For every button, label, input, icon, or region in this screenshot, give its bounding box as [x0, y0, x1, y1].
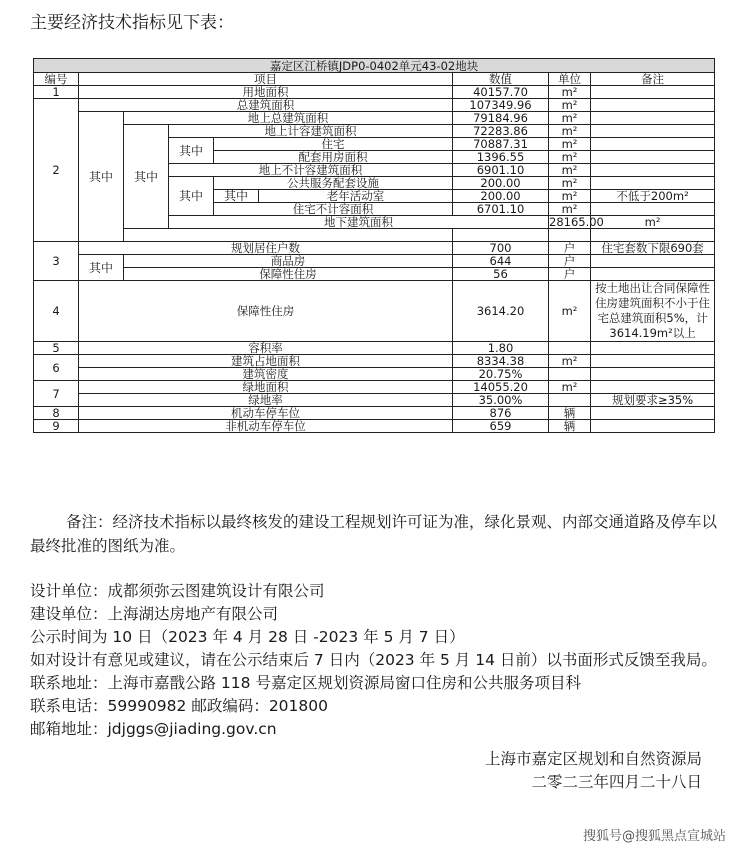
row-item: 老年活动室 [259, 190, 453, 203]
contact-phone: 联系电话：59990982 邮政编码：201800 [30, 697, 328, 715]
row-remark [591, 177, 715, 190]
remark-note-text: 备注：经济技术指标以最终核发的建设工程规划许可证为准，绿化景观、内部交通道路及停车以最终批准的图纸为准。 [30, 513, 718, 555]
row-no: 9 [34, 420, 79, 433]
row-unit: m² [549, 112, 591, 125]
row-item: 容积率 [79, 342, 453, 355]
row-value: 876 [453, 407, 549, 420]
row-value: 3614.20 [453, 281, 549, 342]
row-no: 6 [34, 355, 79, 381]
row-remark [591, 407, 715, 420]
row-unit: 辆 [549, 420, 591, 433]
row-value: 1396.55 [453, 151, 549, 164]
indicator-table [33, 58, 715, 433]
row-remark [591, 125, 715, 138]
row-no: 5 [34, 342, 79, 355]
row-value: 6901.10 [453, 164, 549, 177]
row-value: 659 [453, 420, 549, 433]
row-unit: m² [549, 164, 591, 177]
table-row [34, 255, 715, 268]
qizhong-label: 其中 [79, 255, 124, 281]
intro-text: 主要经济技术指标见下表： [30, 13, 234, 33]
header-item: 项目 [79, 73, 453, 86]
row-value: 35.00% [453, 394, 549, 407]
row-unit: m² [549, 125, 591, 138]
row-item: 非机动车停车位 [79, 420, 453, 433]
row-remark [591, 420, 715, 433]
qizhong-label: 其中 [169, 138, 214, 164]
row-unit [549, 229, 591, 242]
row-item: 绿地面积 [79, 381, 453, 394]
row-item: 绿地率 [79, 394, 453, 407]
header-remark: 备注 [591, 73, 715, 86]
row-item: 地下建筑面积 [169, 216, 549, 229]
row-remark [591, 138, 715, 151]
table-row [34, 281, 715, 342]
row-no: 2 [34, 99, 79, 242]
feedback-text: 如对设计有意见或建议，请在公示结束后 7 日内（2023 年 5 月 14 日前）以书面形式反馈至我局。 [30, 651, 717, 669]
qizhong-label: 其中 [214, 190, 259, 203]
row-item: 保障性住房 [79, 281, 453, 342]
design-unit: 设计单位：成都须弥云图建筑设计有限公司 [30, 582, 325, 600]
row-no: 8 [34, 407, 79, 420]
table-row [34, 112, 715, 125]
remark-note [30, 510, 720, 558]
header-no: 编号 [34, 73, 79, 86]
table-row [34, 394, 715, 407]
row-value: 1.80 [453, 342, 549, 355]
row-remark: 规划要求≥35% [591, 394, 715, 407]
row-unit: 户 [549, 255, 591, 268]
row-remark [591, 112, 715, 125]
contact-info [30, 580, 720, 741]
row-unit: m² [591, 216, 715, 229]
row-value: 200.00 [453, 177, 549, 190]
table-row [34, 342, 715, 355]
row-remark [591, 151, 715, 164]
qizhong-label: 其中 [124, 125, 169, 229]
row-value: 72283.86 [453, 125, 549, 138]
table-row [34, 420, 715, 433]
issue-date: 二零二三年四月二十八日 [531, 773, 702, 791]
row-remark [591, 268, 715, 281]
qizhong-label: 其中 [79, 112, 124, 242]
row-item: 建筑占地面积 [79, 355, 453, 368]
row-unit: m² [549, 281, 591, 342]
table-row [34, 407, 715, 420]
row-value: 70887.31 [453, 138, 549, 151]
row-remark [591, 368, 715, 381]
row-value: 6701.10 [453, 203, 549, 216]
contact-email: 邮箱地址：jdjggs@jiading.gov.cn [30, 720, 277, 738]
row-unit: m² [549, 203, 591, 216]
row-remark [591, 229, 715, 242]
row-item: 地上计容建筑面积 [169, 125, 453, 138]
header-unit: 单位 [549, 73, 591, 86]
row-remark [591, 203, 715, 216]
row-unit [549, 342, 591, 355]
row-item: 规划居住户数 [79, 242, 453, 255]
row-unit [549, 368, 591, 381]
row-value: 56 [453, 268, 549, 281]
row-no: 4 [34, 281, 79, 342]
table-row [34, 99, 715, 112]
row-unit [549, 394, 591, 407]
row-value: 107349.96 [453, 99, 549, 112]
row-remark [591, 342, 715, 355]
row-unit: 辆 [549, 407, 591, 420]
table-row [34, 268, 715, 281]
row-item: 保障性住房 [124, 268, 453, 281]
watermark: 搜狐号@搜狐黑点宣城站 [582, 829, 726, 844]
table-title: 嘉定区江桥镇JDP0-0402单元43-02地块 [34, 59, 715, 73]
table-row [34, 229, 715, 242]
builder-unit: 建设单位：上海湖达房地产有限公司 [30, 605, 279, 623]
qizhong-label: 其中 [169, 177, 214, 216]
row-item: 地上不计容建筑面积 [169, 164, 453, 177]
row-unit: 户 [549, 268, 591, 281]
row-value: 700 [453, 242, 549, 255]
row-value: 40157.70 [453, 86, 549, 99]
header-value: 数值 [453, 73, 549, 86]
row-value: 20.75% [453, 368, 549, 381]
row-item: 用地面积 [79, 86, 453, 99]
row-item: 配套用房面积 [214, 151, 453, 164]
signature-block [485, 748, 702, 794]
row-remark: 住宅套数下限690套 [591, 242, 715, 255]
table-row [34, 381, 715, 394]
row-value: 8334.38 [453, 355, 549, 368]
row-item: 住宅不计容面积 [214, 203, 453, 216]
row-item: 住宅 [214, 138, 453, 151]
table-row [34, 125, 715, 138]
row-item: 建筑密度 [79, 368, 453, 381]
row-value: 644 [453, 255, 549, 268]
row-item [124, 229, 453, 242]
row-item: 地上总建筑面积 [124, 112, 453, 125]
table-row [34, 355, 715, 368]
table-row [34, 368, 715, 381]
table-row [34, 242, 715, 255]
header-row [34, 73, 715, 86]
row-item: 总建筑面积 [79, 99, 453, 112]
row-remark: 不低于200m² [591, 190, 715, 203]
row-unit: m² [549, 151, 591, 164]
row-no: 3 [34, 242, 79, 281]
issuing-organization: 上海市嘉定区规划和自然资源局 [484, 750, 702, 768]
row-unit: m² [549, 355, 591, 368]
publicity-period: 公示时间为 10 日（2023 年 4 月 28 日 -2023 年 5 月 7 日） [30, 628, 465, 646]
row-item: 公共服务配套设施 [214, 177, 453, 190]
row-unit: 户 [549, 242, 591, 255]
row-remark [591, 164, 715, 177]
row-no: 7 [34, 381, 79, 407]
row-item: 机动车停车位 [79, 407, 453, 420]
row-remark: 按土地出让合同保障性住房建筑面积不小于住宅总建筑面积5%，计3614.19m²以上 [591, 281, 715, 342]
row-remark [591, 99, 715, 112]
row-unit: m² [549, 381, 591, 394]
table-row [34, 86, 715, 99]
row-value [453, 229, 549, 242]
row-value: 200.00 [453, 190, 549, 203]
row-remark [591, 381, 715, 394]
row-item: 商品房 [124, 255, 453, 268]
row-value: 79184.96 [453, 112, 549, 125]
row-remark [591, 86, 715, 99]
row-remark [591, 255, 715, 268]
contact-address: 联系地址：上海市嘉戬公路 118 号嘉定区规划资源局窗口住房和公共服务项目科 [30, 674, 581, 692]
row-remark [591, 355, 715, 368]
row-unit: m² [549, 99, 591, 112]
row-value: 28165.00 [549, 215, 604, 229]
row-value: 14055.20 [453, 381, 549, 394]
row-no: 1 [34, 86, 79, 99]
row-unit: m² [549, 177, 591, 190]
row-unit: m² [549, 86, 591, 99]
row-unit: m² [549, 138, 591, 151]
row-unit: m² [549, 190, 591, 203]
